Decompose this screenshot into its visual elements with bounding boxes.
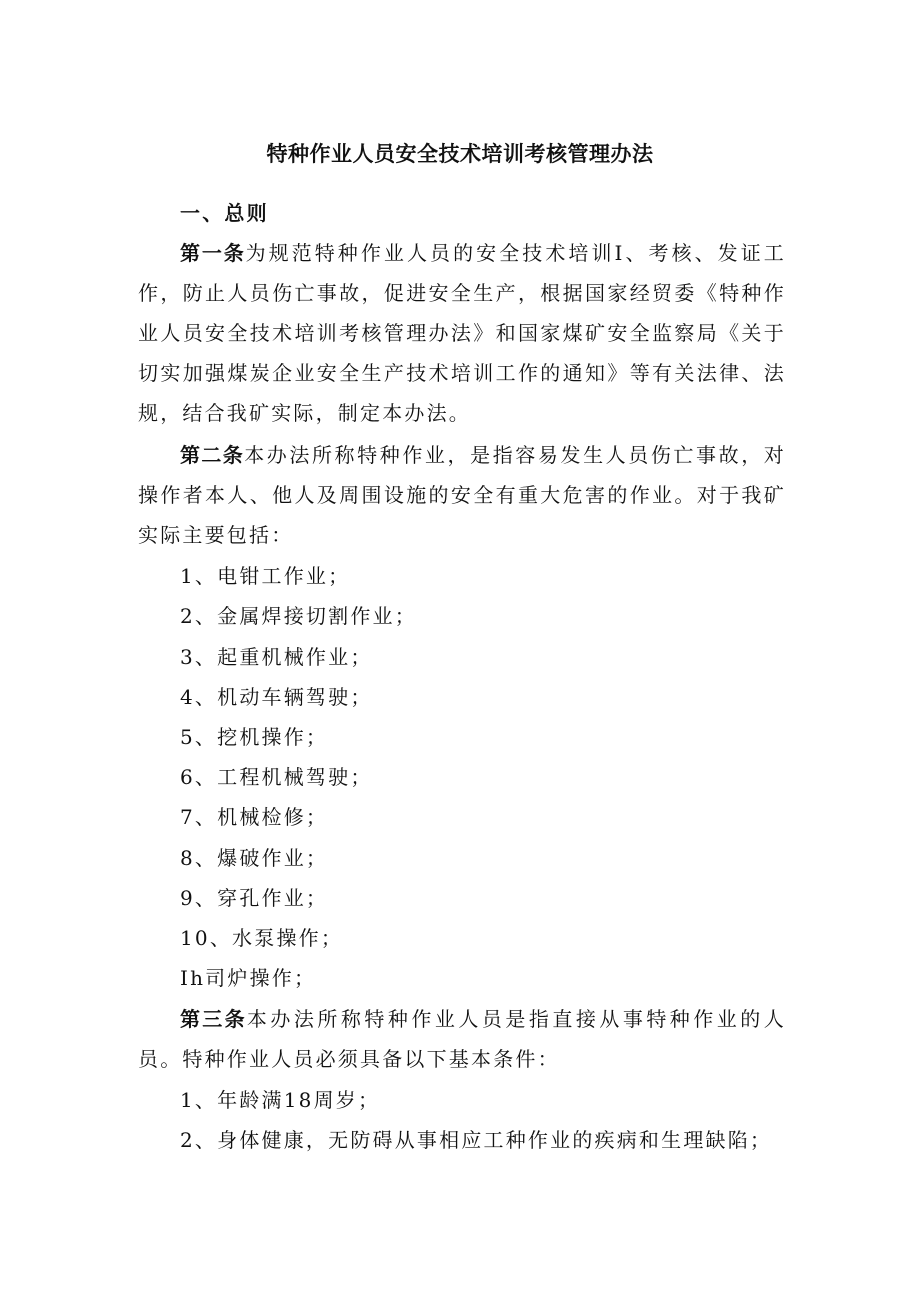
list-item: 2、金属焊接切割作业； (180, 604, 417, 628)
article-2 (138, 435, 786, 555)
article-1-text: 为规范特种作业人员的安全技术培训I、考核、发证工作，防止人员伤亡事故，促进安全生产，根据国家经贸委《特种作业人员安全技术培训考核管理办法》和国家煤矿安全监察局《关于切实加强煤炭企业安全生产技术培训工作的通知》等有关法律、法规，结合我矿实际，制定本办法。 (138, 241, 787, 425)
list-item: 6、工程机械驾驶； (180, 765, 373, 789)
list-item: 5、挖机操作； (180, 725, 329, 749)
list-item: 1、电钳工作业； (180, 564, 351, 588)
article-1 (138, 233, 786, 433)
list-item: 3、起重机械作业； (180, 645, 373, 669)
article-2-text: 本办法所称特种作业，是指容易发生人员伤亡事故，对操作者本人、他人及周围设施的安全有重大危害的作业。对于我矿实际主要包括： (138, 443, 786, 547)
section-heading: 一、总则 (180, 201, 269, 225)
list-item: Ih司炉操作； (180, 966, 317, 990)
list-item: 8、爆破作业； (180, 846, 329, 870)
list-item: 1、年龄满18周岁； (180, 1088, 381, 1112)
article-2-label: 第二条 (180, 443, 245, 467)
article-3-text: 本办法所称特种作业人员是指直接从事特种作业的人员。特种作业人员必须具备以下基本条件： (138, 1007, 786, 1071)
list-item: 4、机动车辆驾驶； (180, 685, 373, 709)
list-item: 7、机械检修； (180, 805, 329, 829)
article-3 (138, 999, 786, 1079)
article-3-label: 第三条 (180, 1007, 247, 1031)
article-1-label: 第一条 (180, 241, 246, 265)
list-item: 9、穿孔作业； (180, 886, 329, 910)
list-item: 2、身体健康，无防碍从事相应工种作业的疾病和生理缺陷； (180, 1128, 773, 1152)
list-item: 10、水泵操作； (180, 926, 344, 950)
document-title: 特种作业人员安全技术培训考核管理办法 (266, 141, 654, 166)
